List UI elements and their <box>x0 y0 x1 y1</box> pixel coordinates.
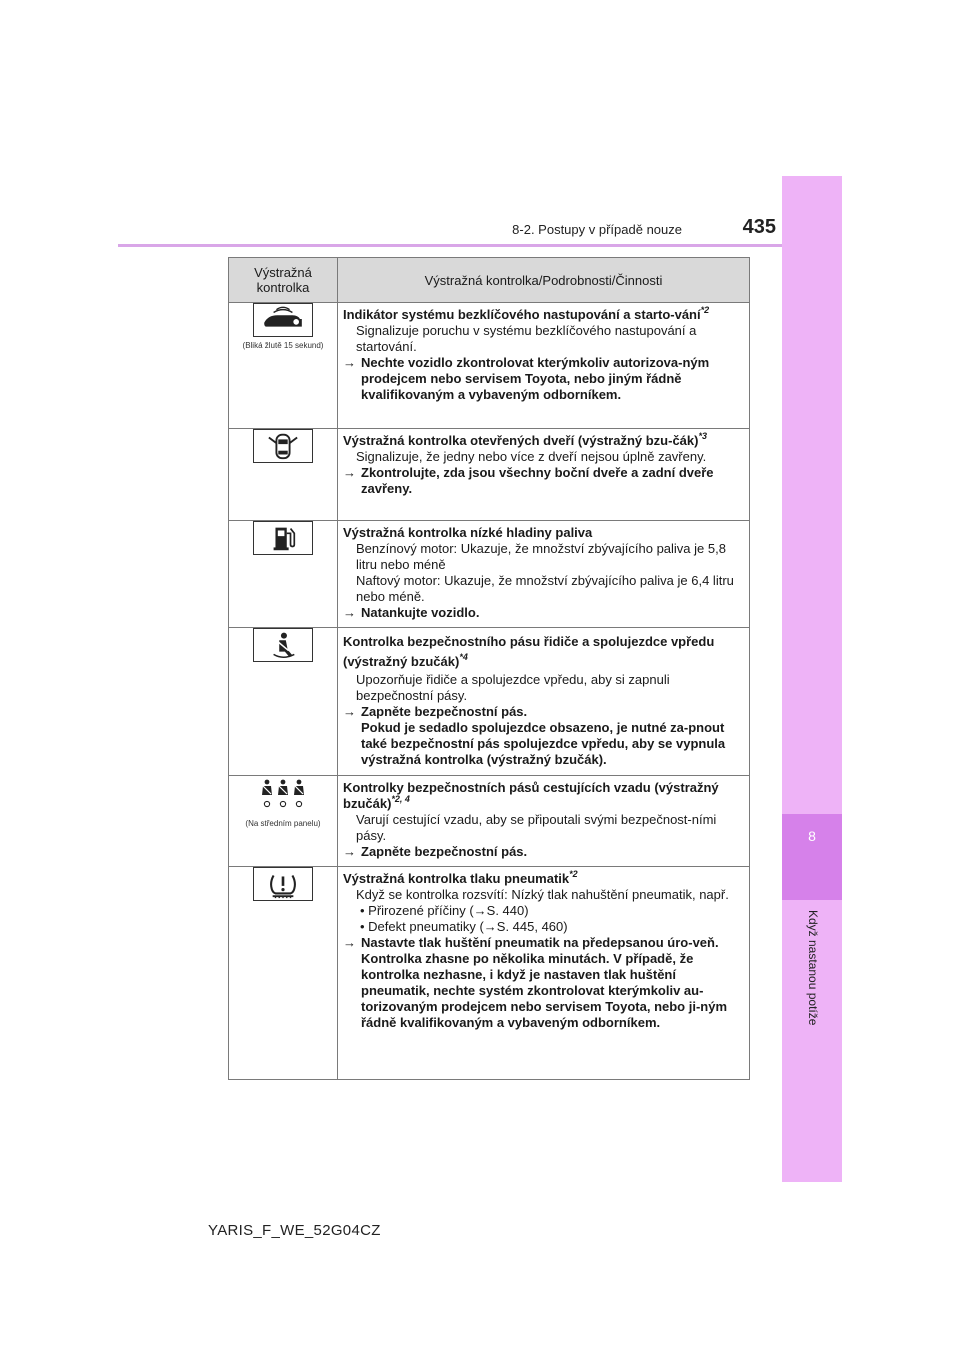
table-row <box>229 628 750 776</box>
row-title: Výstražná kontrolka tlaku pneumatik <box>343 871 570 886</box>
chapter-tab[interactable] <box>782 814 842 900</box>
arrow-icon: → <box>343 465 356 480</box>
icon-cell <box>229 628 338 776</box>
list-item: • Přirozené příčiny (→S. 440) <box>360 903 529 918</box>
icon-cell <box>229 867 338 1080</box>
row-action-extra: Pokud je sedadlo spolujezdce obsazeno, je nutné za-pnout také bezpečnostní pás spolujezdce vpředu, aby se vypnula výstražná kontrolka (výstražný bzučák). <box>361 720 726 767</box>
rear-seatbelt-icon <box>253 776 313 810</box>
arrow-icon: → <box>343 844 356 859</box>
table-row <box>229 521 750 628</box>
icon-cell <box>229 429 338 521</box>
row-action: Natankujte vozidlo. <box>361 605 480 620</box>
warning-lights-table <box>228 257 750 1080</box>
icon-caption: (Na středním panelu) <box>245 819 321 828</box>
row-action: Nastavte tlak huštění pneumatik na předepsanou úro-veň. <box>361 935 719 950</box>
smart-key-icon <box>253 303 313 337</box>
header-divider <box>118 244 782 247</box>
text-cell <box>338 303 750 429</box>
col-header-light: Výstražná kontrolka <box>229 258 338 303</box>
page-number: 435 <box>742 216 776 238</box>
row-description: Signalizuje, že jedny nebo více z dveří nejsou úplně zavřeny. <box>356 449 707 464</box>
table-row <box>229 429 750 521</box>
footnote-ref: *2 <box>569 869 578 879</box>
arrow-icon: → <box>343 935 356 950</box>
icon-cell <box>229 521 338 628</box>
row-title: Kontrolky bezpečnostních pásů cestujících vzadu (výstražný bzučák) <box>343 780 719 811</box>
document-code: YARIS_F_WE_52G04CZ <box>208 1222 381 1239</box>
chapter-number: 8 <box>808 828 816 844</box>
open-door-icon <box>253 429 313 463</box>
icon-cell <box>229 776 338 867</box>
fuel-pump-icon <box>253 521 313 555</box>
row-action-extra: Kontrolka zhasne po několika minutách. V případě, že kontrolka nezhasne, i když je nastaven tlak huštění pneumatik, nechte systém zkontrolovat kterýmkoliv au-torizovaným prodejcem nebo servisem Toyota, nebo ji-ným řádně kvalifikovaným a vybaveným odborníkem. <box>361 951 728 1030</box>
icon-cell <box>229 303 338 429</box>
row-description: Benzínový motor: Ukazuje, že množství zbývajícího paliva je 5,8 litru nebo méně <box>356 541 726 572</box>
text-cell <box>338 429 750 521</box>
row-action: Zkontrolujte, zda jsou všechny boční dveře a zadní dveře zavřeny. <box>361 465 714 496</box>
row-description: Když se kontrolka rozsvítí: Nízký tlak nahuštění pneumatik, např. <box>356 887 729 902</box>
row-description: Signalizuje poruchu v systému bezklíčového nastupování a startování. <box>356 323 697 354</box>
col-header-details: Výstražná kontrolka/Podrobnosti/Činnosti <box>338 258 750 303</box>
text-cell <box>338 776 750 867</box>
footnote-ref: *2, 4 <box>391 794 410 804</box>
chapter-sidebar <box>782 176 842 1182</box>
chapter-title: Když nastanou potíže <box>806 910 820 1026</box>
table-row <box>229 776 750 867</box>
row-action: Zapněte bezpečnostní pás. <box>361 704 528 719</box>
list-item: • Defekt pneumatiky (→S. 445, 460) <box>360 919 568 934</box>
seatbelt-icon <box>253 628 313 662</box>
row-description: Upozorňuje řidiče a spolujezdce vpředu, aby si zapnuli bezpečnostní pásy. <box>356 672 670 703</box>
arrow-icon: → <box>343 605 356 620</box>
row-description: Naftový motor: Ukazuje, že množství zbývajícího paliva je 6,4 litru nebo méně. <box>356 573 734 604</box>
row-title: Indikátor systému bezklíčového nastupování a starto-vání <box>343 307 701 322</box>
row-title: Kontrolka bezpečnostního pásu řidiče a spolujezdce vpředu (výstražný bzučák) <box>343 634 715 669</box>
section-title: 8-2. Postupy v případě nouze <box>512 222 682 237</box>
row-title: Výstražná kontrolka otevřených dveří (výstražný bzu-čák) <box>343 433 699 448</box>
arrow-icon: → <box>343 704 356 719</box>
text-cell <box>338 628 750 776</box>
table-row <box>229 303 750 429</box>
row-action: Nechte vozidlo zkontrolovat kterýmkoliv autorizova-ným prodejcem nebo servisem Toyota, nebo jiným řádně kvalifikovaným a vybaveným odborníkem. <box>361 355 710 402</box>
row-description: Varují cestující vzadu, aby se připoutali svými bezpečnost-ními pásy. <box>356 812 717 843</box>
icon-caption: (Bliká žlutě 15 sekund) <box>242 341 324 350</box>
footnote-ref: *4 <box>459 652 468 662</box>
row-action: Zapněte bezpečnostní pás. <box>361 844 528 859</box>
table-row <box>229 867 750 1080</box>
text-cell <box>338 521 750 628</box>
text-cell <box>338 867 750 1080</box>
footnote-ref: *2 <box>700 305 710 315</box>
table-header-row <box>229 258 750 303</box>
row-title: Výstražná kontrolka nízké hladiny paliva <box>343 525 593 540</box>
tire-pressure-icon <box>253 867 313 901</box>
arrow-icon: → <box>343 355 356 370</box>
footnote-ref: *3 <box>698 431 707 441</box>
